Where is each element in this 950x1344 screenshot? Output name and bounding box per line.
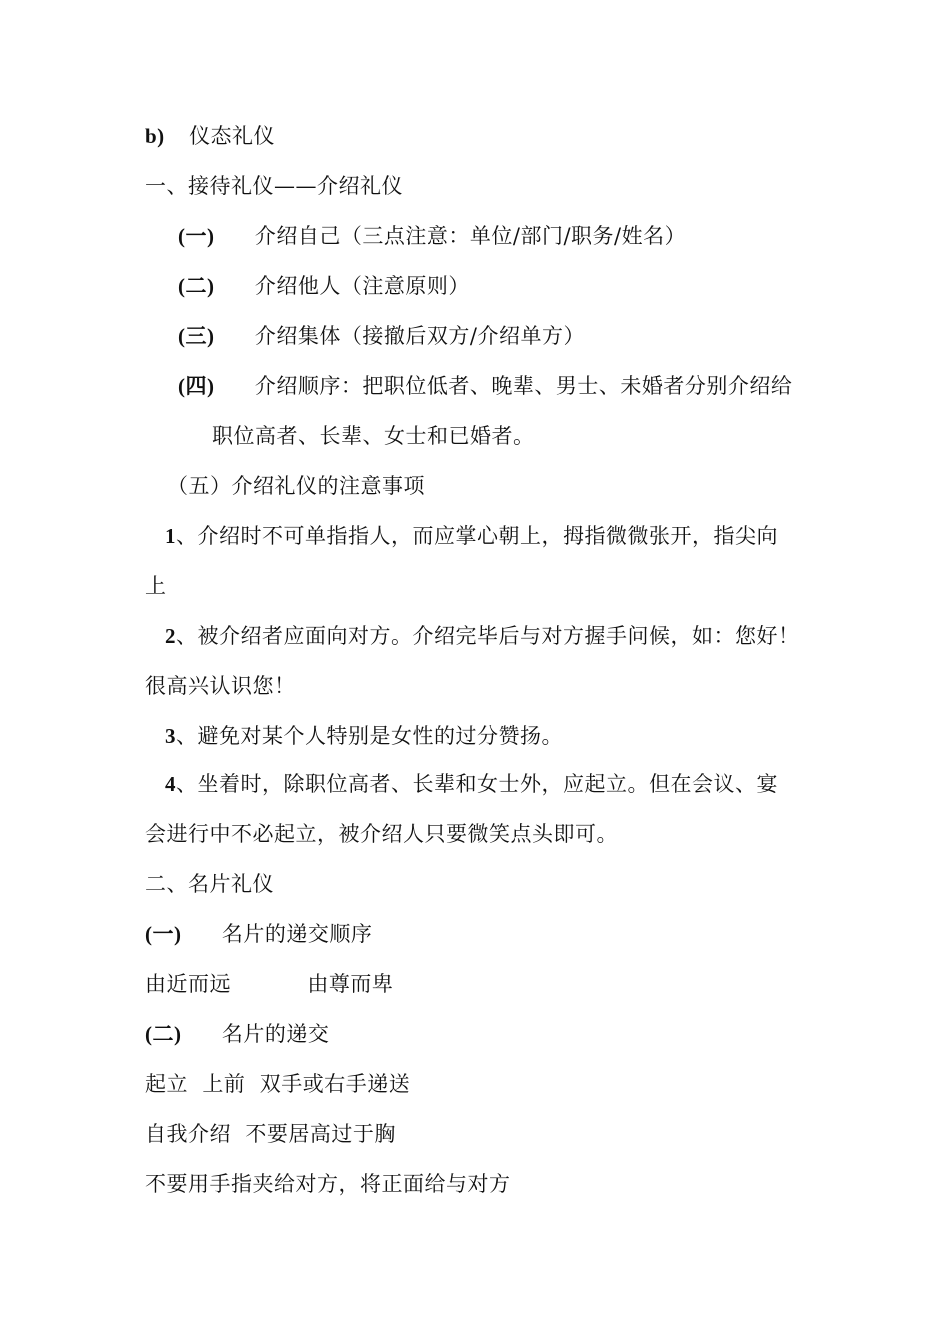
note-number: 3 xyxy=(165,724,176,748)
note-3-line1 xyxy=(165,722,563,750)
section1-item-4 xyxy=(178,372,792,400)
section2-sub-2 xyxy=(145,1020,329,1048)
note-1-line1 xyxy=(165,522,778,550)
notes-title: （五）介绍礼仪的注意事项 xyxy=(167,474,425,498)
section2-sub-1-line xyxy=(145,970,393,998)
section1-title: 一、接待礼仪——介绍礼仪 xyxy=(145,174,403,198)
section2-line-1: 起立 上前 双手或右手递送 xyxy=(145,1072,411,1096)
sub-marker: (二) xyxy=(145,1022,182,1046)
section2-sub-1 xyxy=(145,920,372,948)
note-4-line1 xyxy=(165,770,778,798)
heading-b-marker: b) xyxy=(145,124,165,148)
item-marker: (一) xyxy=(178,224,215,248)
item-text: 介绍顺序：把职位低者、晚辈、男士、未婚者分别介绍给 xyxy=(254,374,793,398)
note-2-line1 xyxy=(165,622,800,650)
note-text: 、坐着时，除职位高者、长辈和女士外，应起立。但在会议、宴 xyxy=(176,772,778,796)
item-marker: (三) xyxy=(178,324,215,348)
section1-item-1 xyxy=(178,222,686,250)
section1-item-4-continuation: 职位高者、长辈、女士和已婚者。 xyxy=(212,424,535,448)
note-text: 、介绍时不可单指指人，而应掌心朝上，拇指微微张开，指尖向 xyxy=(176,524,778,548)
section1-item-3 xyxy=(178,322,585,350)
item-text: 介绍集体（接撤后双方/介绍单方） xyxy=(254,324,585,348)
item-text: 介绍他人（注意原则） xyxy=(254,274,470,298)
item-marker: (四) xyxy=(178,374,215,398)
section2-line-3: 不要用手指夹给对方，将正面给与对方 xyxy=(145,1172,511,1196)
note-number: 1 xyxy=(165,524,176,548)
note-text: 、避免对某个人特别是女性的过分赞扬。 xyxy=(176,724,563,748)
note-4-line2: 会进行中不必起立，被介绍人只要微笑点头即可。 xyxy=(145,822,618,846)
item-marker: (二) xyxy=(178,274,215,298)
note-1-line2: 上 xyxy=(145,574,167,598)
sub-text: 名片的递交顺序 xyxy=(221,922,373,946)
item-text: 介绍自己（三点注意：单位/部门/职务/姓名） xyxy=(254,224,687,248)
heading-b-text: 仪态礼仪 xyxy=(189,124,276,148)
note-number: 4 xyxy=(165,772,176,796)
heading-b xyxy=(145,122,275,150)
note-number: 2 xyxy=(165,624,176,648)
order-high-low: 由尊而卑 xyxy=(307,972,394,996)
note-text: 、被介绍者应面向对方。介绍完毕后与对方握手问候，如：您好！ xyxy=(176,624,800,648)
order-near-far: 由近而远 xyxy=(145,972,231,996)
section2-title: 二、名片礼仪 xyxy=(145,872,274,896)
sub-text: 名片的递交 xyxy=(221,1022,330,1046)
note-2-line2: 很高兴认识您！ xyxy=(145,674,296,698)
section2-line-2: 自我介绍 不要居高过于胸 xyxy=(145,1122,396,1146)
section1-item-2 xyxy=(178,272,470,300)
sub-marker: (一) xyxy=(145,922,182,946)
